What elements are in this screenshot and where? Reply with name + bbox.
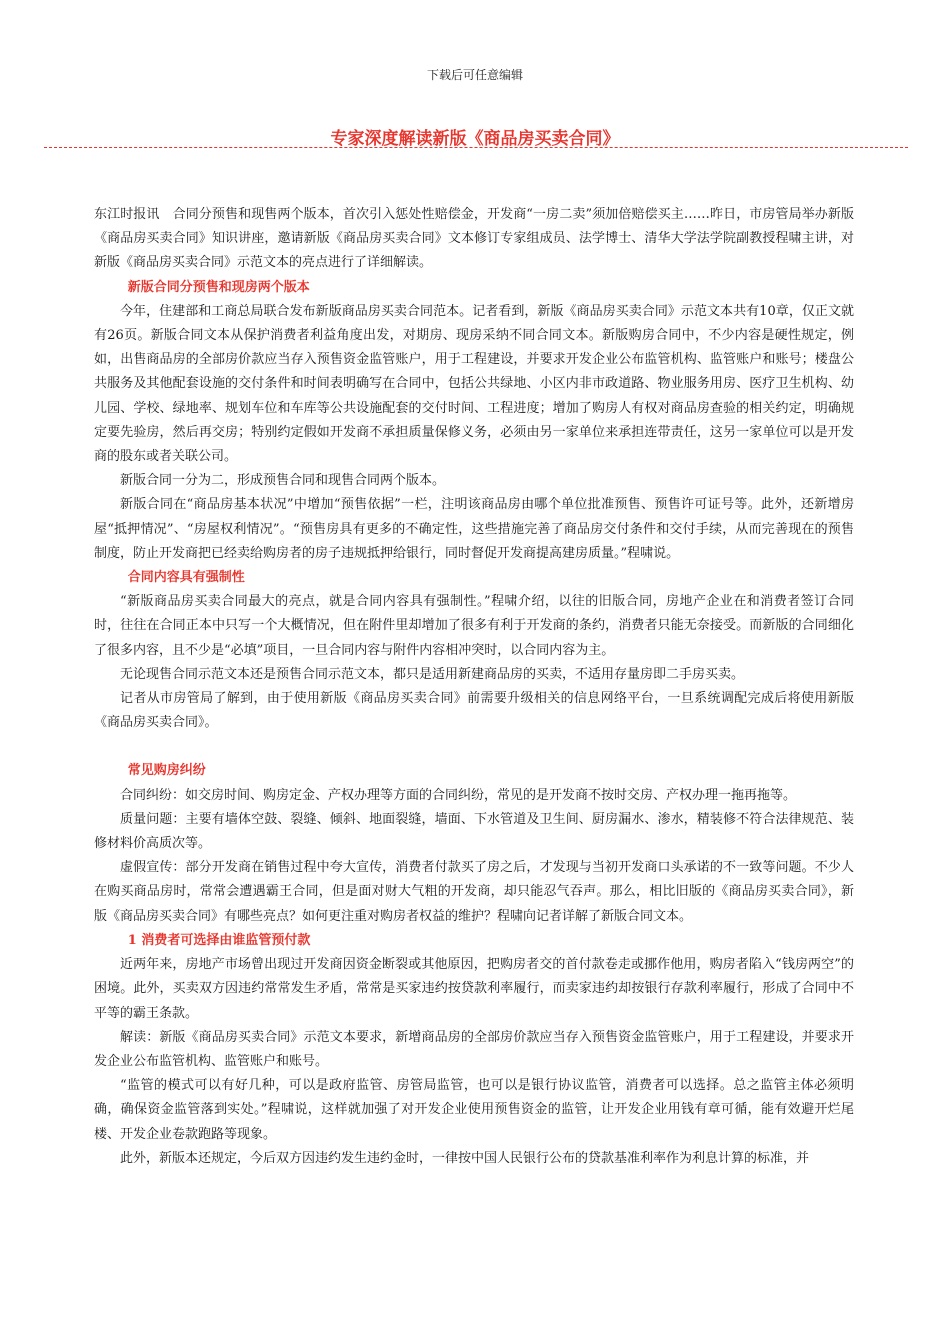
section-heading: 合同内容具有强制性	[127, 570, 245, 586]
article-body	[94, 203, 854, 1171]
paragraph: 记者从市房管局了解到，由于使用新版《商品房买卖合同》前需要升级相关的信息网络平台，一旦系统调配完成后将使用新版《商品房买卖合同》。	[94, 691, 854, 731]
paragraph: 近两年来，房地产市场曾出现过开发商因资金断裂或其他原因，把购房者交的首付款卷走或挪作他用，购房者陷入“钱房两空”的困境。此外，买卖双方因违约常常发生矛盾，常常是买家违约按贷款利率履行，而卖家违约却按银行存款利率履行，形成了合同中不平等的霸王条款。	[94, 957, 854, 1021]
paragraph: 此外，新版本还规定，今后双方因违约发生违约金时，一律按中国人民银行公布的贷款基准利率作为利息计算的标准，并	[120, 1150, 810, 1166]
paragraph: 新版合同在“商品房基本状况”中增加“预售依据”一栏，注明该商品房由哪个单位批准预售、预售许可证号等。此外，还新增房屋“抵押情况”、“房屋权利情况”。“预售房具有更多的不确定性，这些措施完善了商品房交付条件和交付手续，从而完善现在的预售制度，防止开发商把已经卖给购房者的房子违规抵押给银行，同时督促开发商提高建房质量。”程啸说。	[94, 497, 854, 561]
paragraph: 解读：新版《商品房买卖合同》示范文本要求，新增商品房的全部房价款应当存入预售资金监管账户，用于工程建设，并要求开发企业公布监管机构、监管账户和账号。	[94, 1029, 854, 1069]
section-heading: 1 消费者可选择由谁监管预付款	[127, 932, 311, 948]
paragraph: “新版商品房买卖合同最大的亮点，就是合同内容具有强制性。”程啸介绍，以往的旧版合同，房地产企业在和消费者签订合同时，往往在合同正本中只写一个大概情况，但在附件里却增加了很多有利于开发商的条约，消费者只能无奈接受。而新版的合同细化了很多内容，且不少是“必填”项目，一旦合同内容与附件内容相冲突时，以合同内容为主。	[94, 594, 854, 658]
paragraph: 质量问题：主要有墙体空鼓、裂缝、倾斜、地面裂缝，墙面、下水管道及卫生间、厨房漏水、渗水，精装修不符合法律规范、装修材料价高质次等。	[94, 811, 854, 852]
paragraph: 今年，住建部和工商总局联合发布新版商品房买卖合同范本。记者看到，新版《商品房买卖合同》示范文本共有10章，仅正文就有26页。新版合同文本从保护消费者利益角度出发，对期房、现房采纳不同合同文本。新版购房合同中，不少内容是硬性规定，例如，出售商品房的全部房价款应当存入预售资金监管账户，用于工程建设，并要求开发企业公布监管机构、监管账户和账号；楼盘公共服务及其他配套设施的交付条件和时间表明确写在合同中，包括公共绿地、小区内非市政道路、物业服务用房、医疗卫生机构、幼儿园、学校、绿地率、规划车位和车库等公共设施配套的交付时间、工程进度；增加了购房人有权对商品房查验的相关约定，明确规定要先验房，然后再交房；特别约定假如开发商不承担质量保修义务，必须由另一家单位来承担连带责任，这另一家单位可以是开发商的股东或者关联公司。	[94, 303, 854, 465]
lead-paragraph: 东江时报讯 合同分预售和现售两个版本，首次引入惩处性赔偿金，开发商“一房二卖”须加倍赔偿买主……昨日，市房管局举办新版《商品房买卖合同》知识讲座，邀请新版《商品房买卖合同》文本修订专家组成员、法学博士、清华大学法学院副教授程啸主讲，对新版《商品房买卖合同》示范文本的亮点进行了详细解读。	[94, 207, 854, 271]
blank-line	[94, 735, 854, 759]
section-heading: 常见购房纠纷	[127, 763, 206, 779]
header-note: 下载后可任意编辑	[426, 68, 523, 82]
document-title: 专家深度解读新版《商品房买卖合同》	[330, 129, 620, 149]
section-heading: 新版合同分预售和现房两个版本	[127, 279, 310, 295]
paragraph: 新版合同一分为二，形成预售合同和现售合同两个版本。	[120, 473, 446, 489]
paragraph: 合同纠纷：如交房时间、购房定金、产权办理等方面的合同纠纷，常见的是开发商不按时交房、产权办理一拖再拖等。	[120, 787, 797, 803]
paragraph: 虚假宣传：部分开发商在销售过程中夸大宣传，消费者付款买了房之后，才发现与当初开发商口头承诺的不一致等问题。不少人在购买商品房时，常常会遭遇霸王合同，但是面对财大气粗的开发商，却只能忍气吞声。那么，相比旧版的《商品房买卖合同》，新版《商品房买卖合同》有哪些亮点？如何更注重对购房者权益的维护？程啸向记者详解了新版合同文本。	[94, 860, 854, 924]
paragraph: “监管的模式可以有好几种，可以是政府监管、房管局监管，也可以是银行协议监管，消费者可以选择。总之监管主体必须明确，确保资金监管落到实处。”程啸说，这样就加强了对开发企业使用预售资金的监管，让开发企业用钱有章可循，能有效避开烂尾楼、开发企业卷款跑路等现象。	[94, 1078, 854, 1142]
title-divider	[44, 147, 908, 148]
paragraph: 无论现售合同示范文本还是预售合同示范文本，都只是适用新建商品房的买卖，不适用存量房即二手房买卖。	[120, 666, 745, 682]
